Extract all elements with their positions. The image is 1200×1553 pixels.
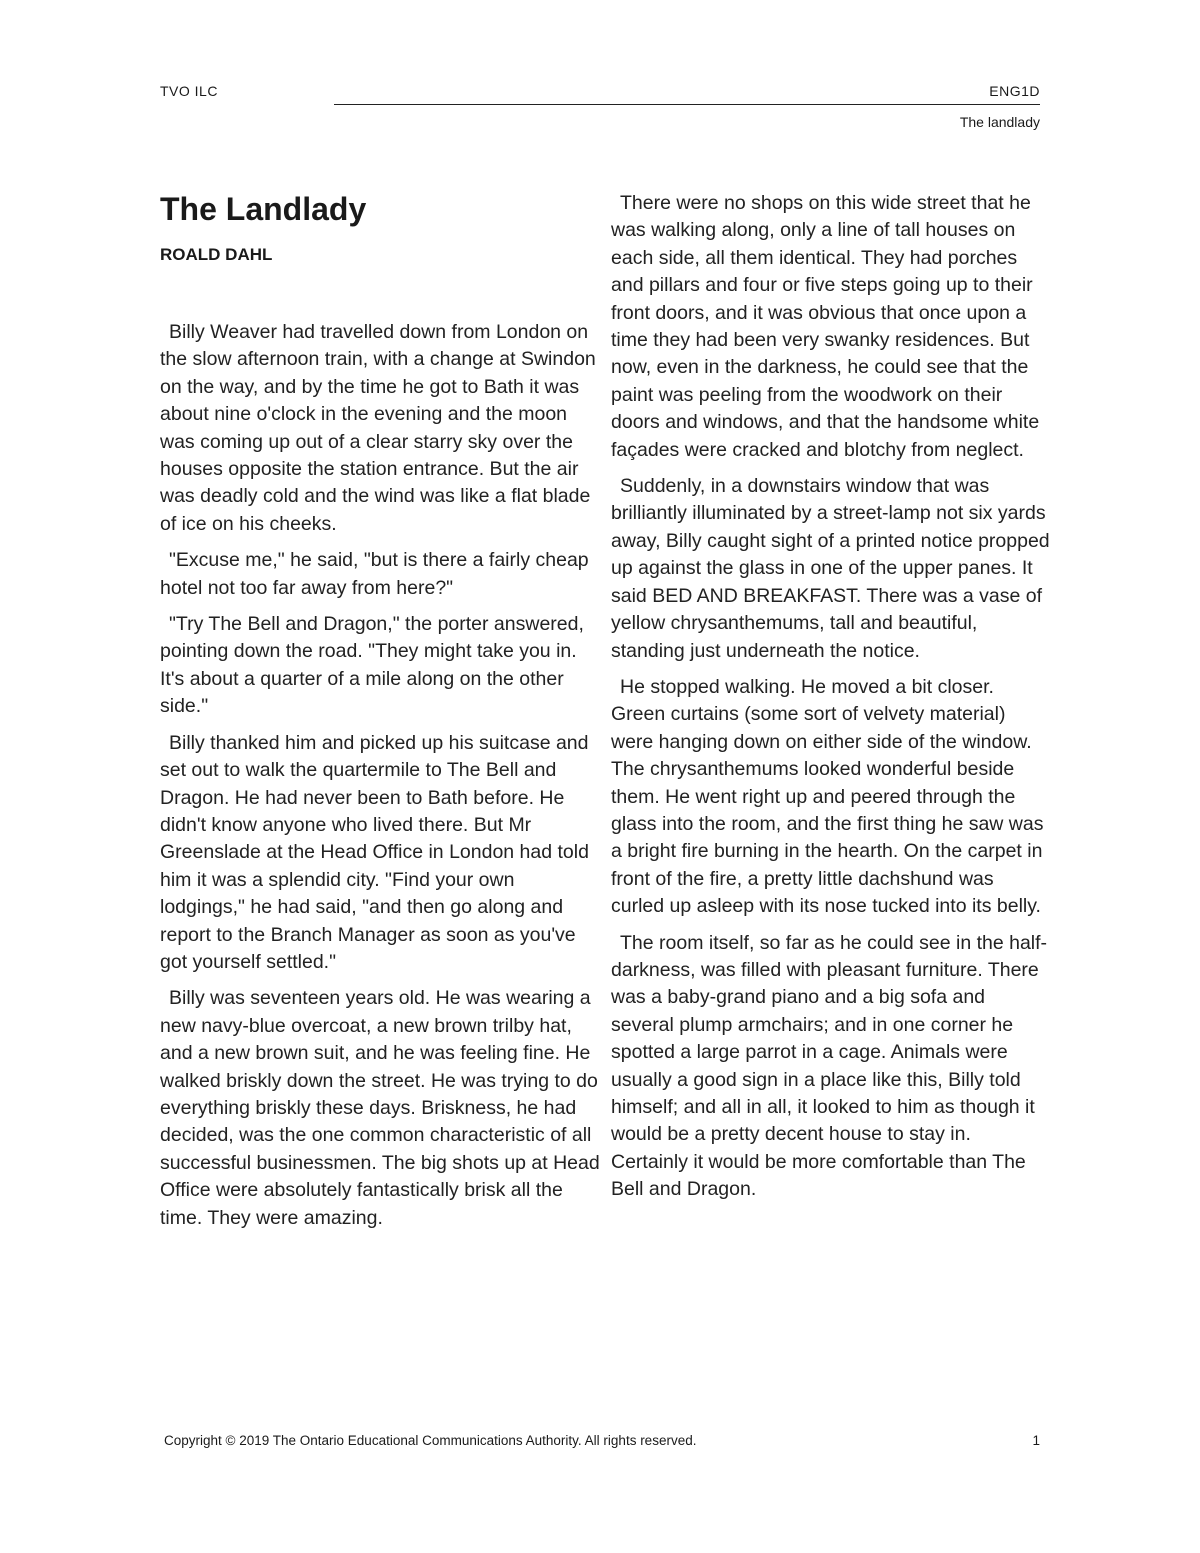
story-paragraph: Billy Weaver had travelled down from London on the slow afternoon train, with a change at Swindon on the way, and by the time he got to Bath it was about nine o'clock in the evening and the moon was coming up out of a clear starry sky over the houses opposite the station entrance. But the air was deadly cold and the wind was like a flat blade of ice on his cheeks. [160,321,596,535]
header-course-provider: TVO ILC [160,83,218,99]
header-divider [334,104,1040,105]
story-paragraph: Billy thanked him and picked up his suitcase and set out to walk the quartermile to The Bell and Dragon. He had never been to Bath before. He didn't know anyone who lived there. But Mr Greenslade at the Head Office in London had told him it was a splendid city. "Find your own lodgings," he had said, "and then go along and report to the Branch Manager as soon as you've got yourself settled." [160,731,589,973]
page-number: 1 [1032,1433,1040,1448]
header-course-code: ENG1D [989,83,1040,99]
story-author: ROALD DAHL [160,245,273,264]
story-paragraph: He stopped walking. He moved a bit closer. Green curtains (some sort of velvety material) were hanging down on either side of the window. The chrysanthemums looked wonderful beside them. He went right up and peered through the glass into the room, and the first thing he saw was a bright fire burning in the hearth. On the carpet in front of the fire, a pretty little dachshund was curled up asleep with its nose tucked into its belly. [611,675,1044,918]
story-paragraph: "Try The Bell and Dragon," the porter answered, pointing down the road. "They might take you in. It's about a quarter of a mile along on the other side." [160,613,584,718]
story-title: The Landlady [160,191,367,227]
left-column [160,190,600,1241]
footer-copyright: Copyright © 2019 The Ontario Educational Communications Authority. All rights reserved. [164,1433,697,1448]
right-column [611,190,1051,1213]
story-paragraph: Suddenly, in a downstairs window that was brilliantly illuminated by a street-lamp not six yards away, Billy caught sight of a printed notice propped up against the glass in one of the upper panes. It said BED AND BREAKFAST. There was a vase of yellow chrysanthemums, tall and beautiful, standing just underneath the notice. [611,475,1050,662]
story-paragraph: Billy was seventeen years old. He was wearing a new navy-blue overcoat, a new brown trilby hat, and a new brown suit, and he was feeling fine. He walked briskly down the street. He was trying to do everything briskly these days. Briskness, he had decided, was the one common characteristic of all successful businessmen. The big shots up at Head Office were absolutely fantastically brisk all the time. They were amazing. [160,987,600,1229]
story-paragraph: The room itself, so far as he could see in the half-darkness, was filled with pleasant furniture. There was a baby-grand piano and a big sofa and several plump armchairs; and in one corner he spotted a large parrot in a cage. Animals were usually a good sign in a place like this, Billy told himself; and all in all, it looked to him as though it would be a pretty decent house to stay in. Certainly it would be more comfortable than The Bell and Dragon. [611,931,1048,1201]
story-paragraph: "Excuse me," he said, "but is there a fairly cheap hotel not too far away from here?" [160,549,589,599]
story-paragraph: There were no shops on this wide street that he was walking along, only a line of tall houses on each side, all them identical. They had porches and pillars and four or five steps going up to their front doors, and it was obvious that once upon a time they had been very swanky residences. But now, even in the darkness, he could see that the paint was peeling from the woodwork on their doors and windows, and that the handsome white façades were cracked and blotchy from neglect. [611,192,1040,461]
header-document-title: The landlady [959,114,1040,130]
